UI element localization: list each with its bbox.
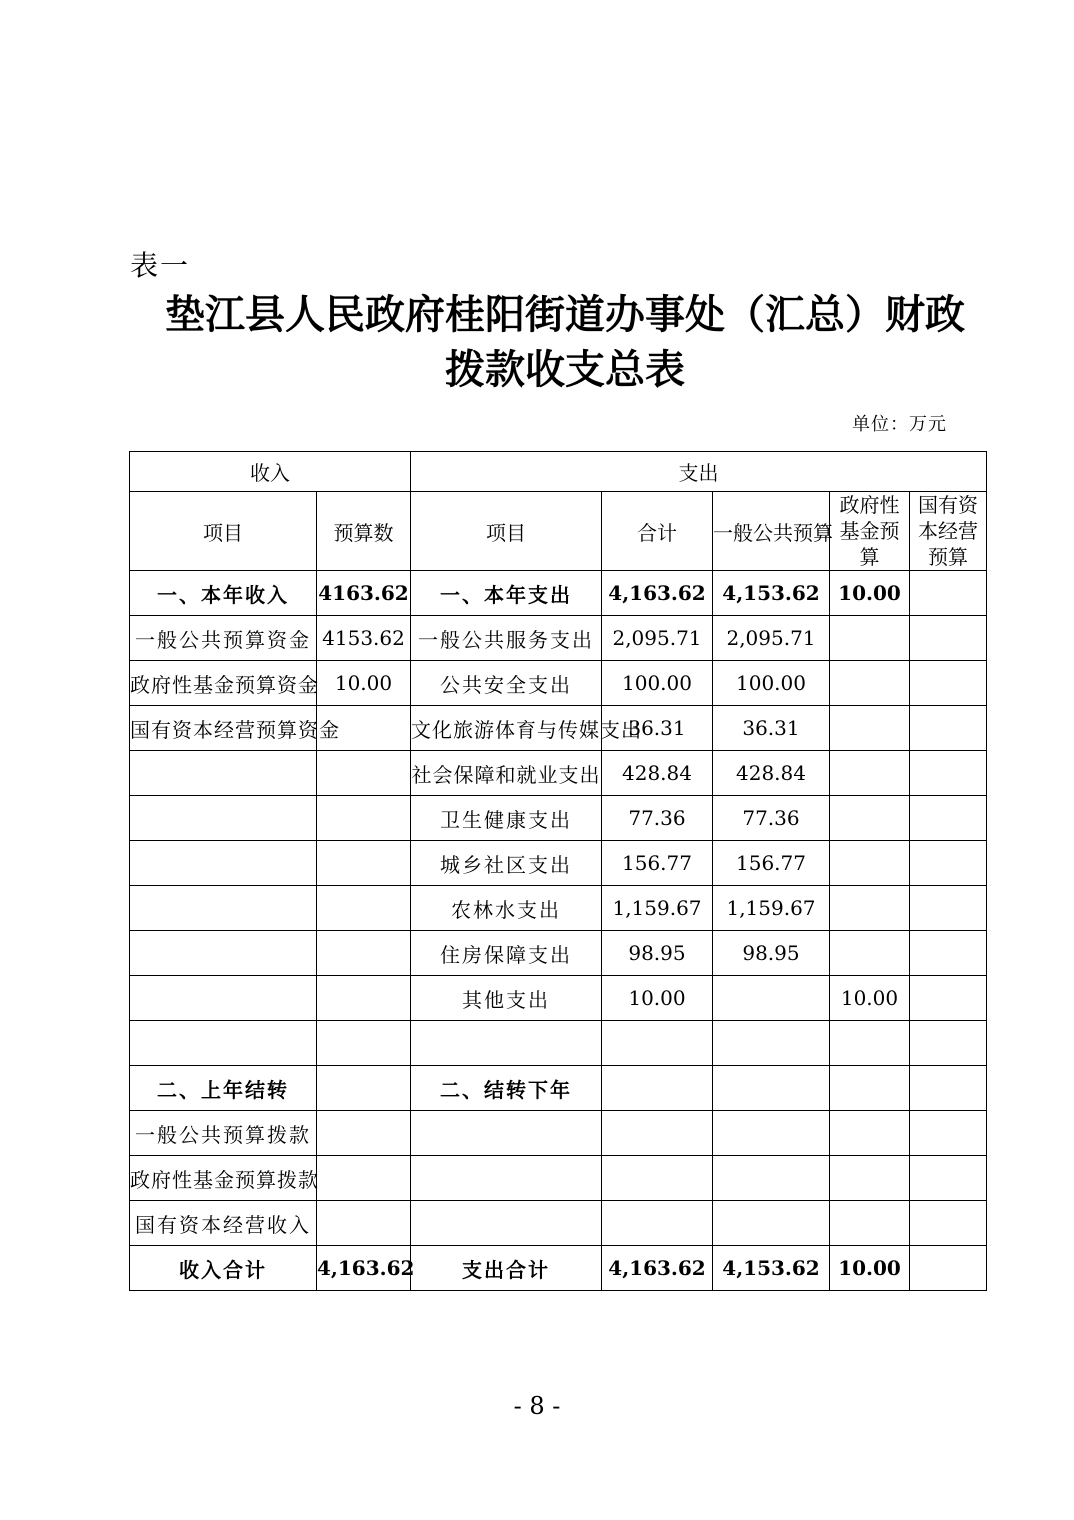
expense-total-cell [602,1111,713,1156]
expense-item-cell: 社会保障和就业支出 [411,751,602,796]
expense-fund-cell [830,706,910,751]
table-row [130,841,987,886]
col-header-gov-fund-budget: 政府性基金预算 [830,492,910,571]
income-value-cell [317,976,411,1021]
expense-total-cell: 4,163.62 [602,571,713,616]
table-row [130,796,987,841]
expense-general-cell [713,1021,830,1066]
income-total-value: 4,163.62 [317,1246,411,1291]
table-row [130,1066,987,1111]
expense-total-cell: 77.36 [602,796,713,841]
expense-item-cell [411,1201,602,1246]
expense-capital-cell [910,706,987,751]
income-value-cell [317,751,411,796]
expense-total-cell [602,1066,713,1111]
expense-item-cell [411,1111,602,1156]
expense-capital-total-value [910,1246,987,1291]
expense-fund-cell [830,616,910,661]
expense-general-total-value: 4,153.62 [713,1246,830,1291]
expense-capital-cell [910,931,987,976]
col-header-income-item: 项目 [130,492,317,571]
income-value-cell [317,841,411,886]
expense-item-cell: 农林水支出 [411,886,602,931]
income-item-cell: 一般公共预算资金 [130,616,317,661]
expense-total-cell: 428.84 [602,751,713,796]
expense-item-cell: 文化旅游体育与传媒支出 [411,706,602,751]
table-row [130,1201,987,1246]
col-header-expense-item: 项目 [411,492,602,571]
expense-capital-cell [910,1156,987,1201]
income-value-cell [317,1021,411,1066]
expense-fund-cell [830,931,910,976]
expense-total-cell: 2,095.71 [602,616,713,661]
expense-fund-cell [830,841,910,886]
expense-capital-cell [910,616,987,661]
expense-capital-cell [910,886,987,931]
table-body [130,571,987,1246]
income-value-cell [317,1156,411,1201]
expense-total-cell: 10.00 [602,976,713,1021]
income-item-cell [130,976,317,1021]
income-value-cell [317,1111,411,1156]
budget-table [129,451,987,1291]
expense-capital-cell [910,571,987,616]
expense-item-cell: 一、本年支出 [411,571,602,616]
expense-general-cell [713,1066,830,1111]
page-title-line2: 拨款收支总表 [445,347,685,393]
table-row [130,1111,987,1156]
expense-item-cell: 住房保障支出 [411,931,602,976]
income-item-cell: 政府性基金预算拨款 [130,1156,317,1201]
expense-total-label: 支出合计 [411,1246,602,1291]
expense-item-cell: 二、结转下年 [411,1066,602,1111]
expense-general-cell: 100.00 [713,661,830,706]
expense-fund-cell [830,661,910,706]
expense-item-cell: 一般公共服务支出 [411,616,602,661]
expense-capital-cell [910,751,987,796]
col-header-general-budget: 一般公共预算 [713,492,830,571]
expense-fund-cell [830,751,910,796]
expense-general-cell: 428.84 [713,751,830,796]
income-item-cell: 一般公共预算拨款 [130,1111,317,1156]
table-row [130,1156,987,1201]
expense-general-cell: 36.31 [713,706,830,751]
expense-fund-cell [830,886,910,931]
expense-item-cell: 公共安全支出 [411,661,602,706]
expense-capital-cell [910,661,987,706]
totals-row [130,1246,987,1291]
table-row [130,706,987,751]
expense-general-cell [713,1156,830,1201]
income-item-cell [130,841,317,886]
group-header-expense: 支出 [411,452,987,492]
expense-fund-cell [830,1111,910,1156]
expense-general-cell: 4,153.62 [713,571,830,616]
table-label: 表一 [130,249,191,282]
expense-item-cell [411,1021,602,1066]
table-row [130,571,987,616]
page-title-line1: 垫江县人民政府桂阳街道办事处（汇总）财政 [165,292,965,338]
expense-fund-cell [830,796,910,841]
table-row [130,616,987,661]
expense-total-cell: 98.95 [602,931,713,976]
table-row [130,661,987,706]
income-item-cell [130,886,317,931]
expense-general-cell: 77.36 [713,796,830,841]
expense-item-cell: 卫生健康支出 [411,796,602,841]
expense-general-cell [713,976,830,1021]
expense-capital-cell [910,841,987,886]
expense-item-cell: 城乡社区支出 [411,841,602,886]
table-row [130,976,987,1021]
income-total-label: 收入合计 [130,1246,317,1291]
table-row [130,886,987,931]
income-value-cell [317,931,411,976]
expense-fund-cell [830,1021,910,1066]
expense-total-cell [602,1156,713,1201]
income-item-cell: 一、本年收入 [130,571,317,616]
expense-capital-cell [910,1066,987,1111]
expense-item-cell: 其他支出 [411,976,602,1021]
expense-capital-cell [910,976,987,1021]
income-value-cell [317,886,411,931]
income-item-cell: 国有资本经营预算资金 [130,706,317,751]
expense-total-cell: 100.00 [602,661,713,706]
expense-general-cell [713,1111,830,1156]
income-item-cell [130,796,317,841]
expense-fund-cell [830,1066,910,1111]
expense-capital-cell [910,796,987,841]
income-value-cell: 10.00 [317,661,411,706]
expense-capital-cell [910,1201,987,1246]
expense-total-value: 4,163.62 [602,1246,713,1291]
expense-fund-cell [830,1201,910,1246]
expense-item-cell [411,1156,602,1201]
income-item-cell: 二、上年结转 [130,1066,317,1111]
table-row [130,931,987,976]
table-row [130,751,987,796]
expense-total-cell: 156.77 [602,841,713,886]
income-item-cell: 政府性基金预算资金 [130,661,317,706]
expense-general-cell: 156.77 [713,841,830,886]
col-header-state-capital-budget: 国有资本经营预算 [910,492,987,571]
expense-capital-cell [910,1111,987,1156]
expense-fund-cell: 10.00 [830,571,910,616]
expense-total-cell [602,1021,713,1066]
expense-general-cell [713,1201,830,1246]
expense-total-cell [602,1201,713,1246]
page-number: - 8 - [513,1392,561,1420]
income-value-cell: 4163.62 [317,571,411,616]
table-row [130,1021,987,1066]
expense-fund-cell [830,1156,910,1201]
col-header-budget: 预算数 [317,492,411,571]
group-header-income: 收入 [130,452,411,492]
income-value-cell [317,1066,411,1111]
expense-total-cell: 36.31 [602,706,713,751]
income-item-cell [130,1021,317,1066]
unit-label: 单位：万元 [852,414,947,435]
expense-general-cell: 2,095.71 [713,616,830,661]
expense-general-cell: 98.95 [713,931,830,976]
income-value-cell [317,796,411,841]
income-item-cell [130,931,317,976]
income-item-cell: 国有资本经营收入 [130,1201,317,1246]
expense-fund-cell: 10.00 [830,976,910,1021]
expense-fund-total-value: 10.00 [830,1246,910,1291]
expense-general-cell: 1,159.67 [713,886,830,931]
col-header-total: 合计 [602,492,713,571]
income-item-cell [130,751,317,796]
income-value-cell [317,1201,411,1246]
income-value-cell: 4153.62 [317,616,411,661]
expense-capital-cell [910,1021,987,1066]
expense-total-cell: 1,159.67 [602,886,713,931]
